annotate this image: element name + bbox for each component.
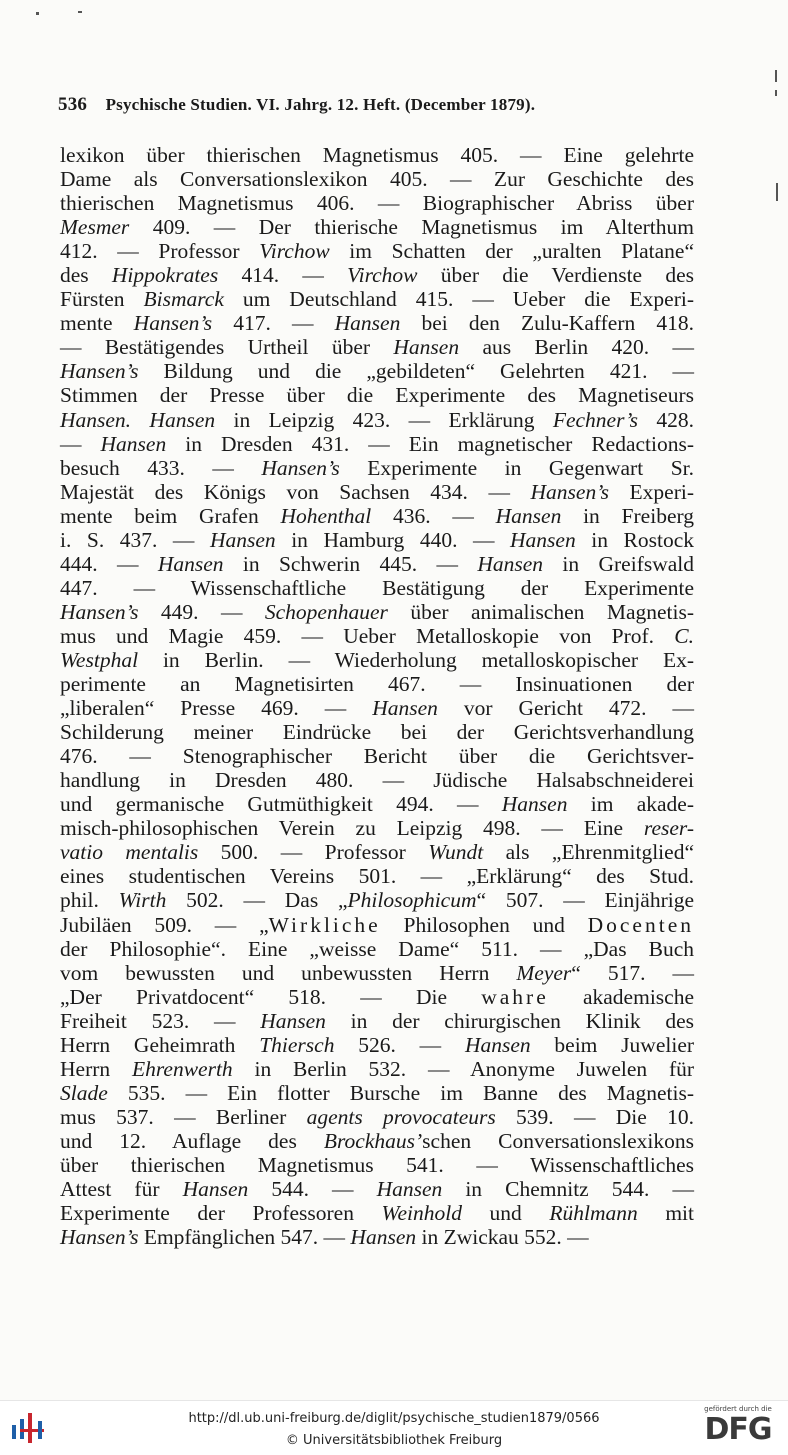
- text-line: der Philosophie“. Eine „weisse Dame“ 511. — „Das Buch: [60, 936, 694, 961]
- text-line: „Der Privatdocent“ 518. — Die wahre akademische: [60, 984, 694, 1009]
- text-line: Freiheit 523. — Hansen in der chirurgischen Klinik des: [60, 1008, 695, 1033]
- page-number: 536: [58, 94, 88, 115]
- text-body: [60, 143, 694, 1249]
- running-title: Psychische Studien. VI. Jahrg. 12. Heft. (December 1879).: [105, 95, 536, 114]
- text-line: Slade 535. — Ein flotter Bursche im Banne des Magnetis-: [60, 1080, 694, 1105]
- text-line: „liberalen“ Presse 469. — Hansen vor Gericht 472. —: [60, 696, 694, 721]
- text-line: Herrn Geheimrath Thiersch 526. — Hansen beim Juwelier: [60, 1032, 695, 1057]
- text-line: über thierischen Magnetismus 541. — Wissenschaftliches: [60, 1152, 694, 1177]
- text-line: und 12. Auflage des Brockhaus’schen Conversationslexikons: [60, 1128, 694, 1153]
- text-line: misch-philosophischen Verein zu Leipzig 498. — Eine reser-: [60, 816, 694, 841]
- text-line: Attest für Hansen 544. — Hansen in Chemnitz 544. —: [60, 1177, 694, 1202]
- text-line: vatio mentalis 500. — Professor Wundt als „Ehrenmitglied“: [60, 840, 694, 865]
- text-line: 476. — Stenographischer Bericht über die Gerichtsver-: [60, 744, 694, 769]
- text-line: — Hansen in Dresden 431. — Ein magnetischer Redactions-: [60, 431, 695, 456]
- text-line: Schilderung meiner Eindrücke bei der Gerichtsverhandlung: [60, 720, 694, 745]
- scan-speck: [775, 70, 777, 82]
- text-line: mente beim Grafen Hohenthal 436. — Hansen in Freiberg: [60, 503, 695, 528]
- text-line: 447. — Wissenschaftliche Bestätigung der Experimente: [60, 575, 694, 600]
- text-line: handlung in Dresden 480. — Jüdische Halsabschneiderei: [60, 768, 694, 793]
- text-line: Stimmen der Presse über die Experimente des Magnetiseurs: [60, 383, 694, 408]
- text-line: — Bestätigendes Urtheil über Hansen aus Berlin 420. —: [60, 335, 694, 360]
- text-line: Fürsten Bismarck um Deutschland 415. — Ueber die Experi-: [60, 287, 695, 312]
- text-line: thierischen Magnetismus 406. — Biographischer Abriss über: [60, 191, 694, 216]
- text-line: Experimente der Professoren Weinhold und Rühlmann mit: [60, 1201, 695, 1226]
- text-line: vom bewussten und unbewussten Herrn Meyer“ 517. —: [60, 960, 694, 985]
- text-line: mus und Magie 459. — Ueber Metalloskopie von Prof. C.: [60, 623, 694, 648]
- scan-speck: [78, 11, 82, 13]
- dfg-logo-text: DFG: [704, 1412, 772, 1447]
- text-line: Dame als Conversationslexikon 405. — Zur Geschichte des: [60, 167, 694, 192]
- footer-bar: [0, 1400, 788, 1455]
- text-line: Hansen’s 449. — Schopenhauer über animalischen Magnetis-: [60, 599, 695, 624]
- text-line: Hansen’s Bildung und die „gebildeten“ Gelehrten 421. —: [60, 359, 694, 384]
- text-line: Hansen’s Empfänglichen 547. — Hansen in Zwickau 552. —: [60, 1225, 589, 1250]
- text-line: perimente an Magnetisirten 467. — Insinuationen der: [60, 672, 694, 697]
- text-line: 444. — Hansen in Schwerin 445. — Hansen in Greifswald: [60, 551, 695, 576]
- text-line: Mesmer 409. — Der thierische Magnetismus im Alterthum: [60, 215, 694, 240]
- text-line: des Hippokrates 414. — Virchow über die Verdienste des: [60, 263, 694, 288]
- text-line: 412. — Professor Virchow im Schatten der „uralten Platane“: [60, 239, 694, 264]
- dfg-funding-note: gefördert durch die: [704, 1405, 772, 1413]
- text-line: i. S. 437. — Hansen in Hamburg 440. — Hansen in Rostock: [60, 527, 694, 552]
- text-line: Majestät des Königs von Sachsen 434. — Hansen’s Experi-: [60, 479, 695, 504]
- text-line: Westphal in Berlin. — Wiederholung metalloskopischer Ex-: [60, 647, 694, 672]
- dfg-logo: [696, 1405, 780, 1451]
- text-line: und germanische Gutmüthigkeit 494. — Hansen im akade-: [60, 792, 694, 817]
- text-line: mente Hansen’s 417. — Hansen bei den Zulu-Kaffern 418.: [60, 311, 694, 336]
- running-header: [58, 94, 698, 116]
- text-line: mus 537. — Berliner agents provocateurs 539. — Die 10.: [60, 1104, 694, 1129]
- text-line: besuch 433. — Hansen’s Experimente in Gegenwart Sr.: [60, 455, 694, 480]
- text-line: lexikon über thierischen Magnetismus 405. — Eine gelehrte: [60, 143, 694, 167]
- source-url[interactable]: http://dl.ub.uni-freiburg.de/diglit/psychische_studien1879/0566: [188, 1411, 600, 1426]
- scan-speck: [776, 183, 778, 201]
- copyright-notice: © Universitätsbibliothek Freiburg: [285, 1433, 503, 1448]
- scan-speck: [36, 12, 39, 15]
- text-line: phil. Wirth 502. — Das „Philosophicum“ 507. — Einjährige: [60, 888, 694, 913]
- text-line: eines studentischen Vereins 501. — „Erklärung“ des Stud.: [60, 864, 694, 889]
- text-line: Herrn Ehrenwerth in Berlin 532. — Anonyme Juwelen für: [60, 1056, 695, 1081]
- text-line: Jubiläen 509. — „Wirkliche Philosophen und Docenten: [60, 912, 694, 937]
- scan-speck: [775, 90, 777, 96]
- text-line: Hansen. Hansen in Leipzig 423. — Erklärung Fechner’s 428.: [60, 407, 695, 432]
